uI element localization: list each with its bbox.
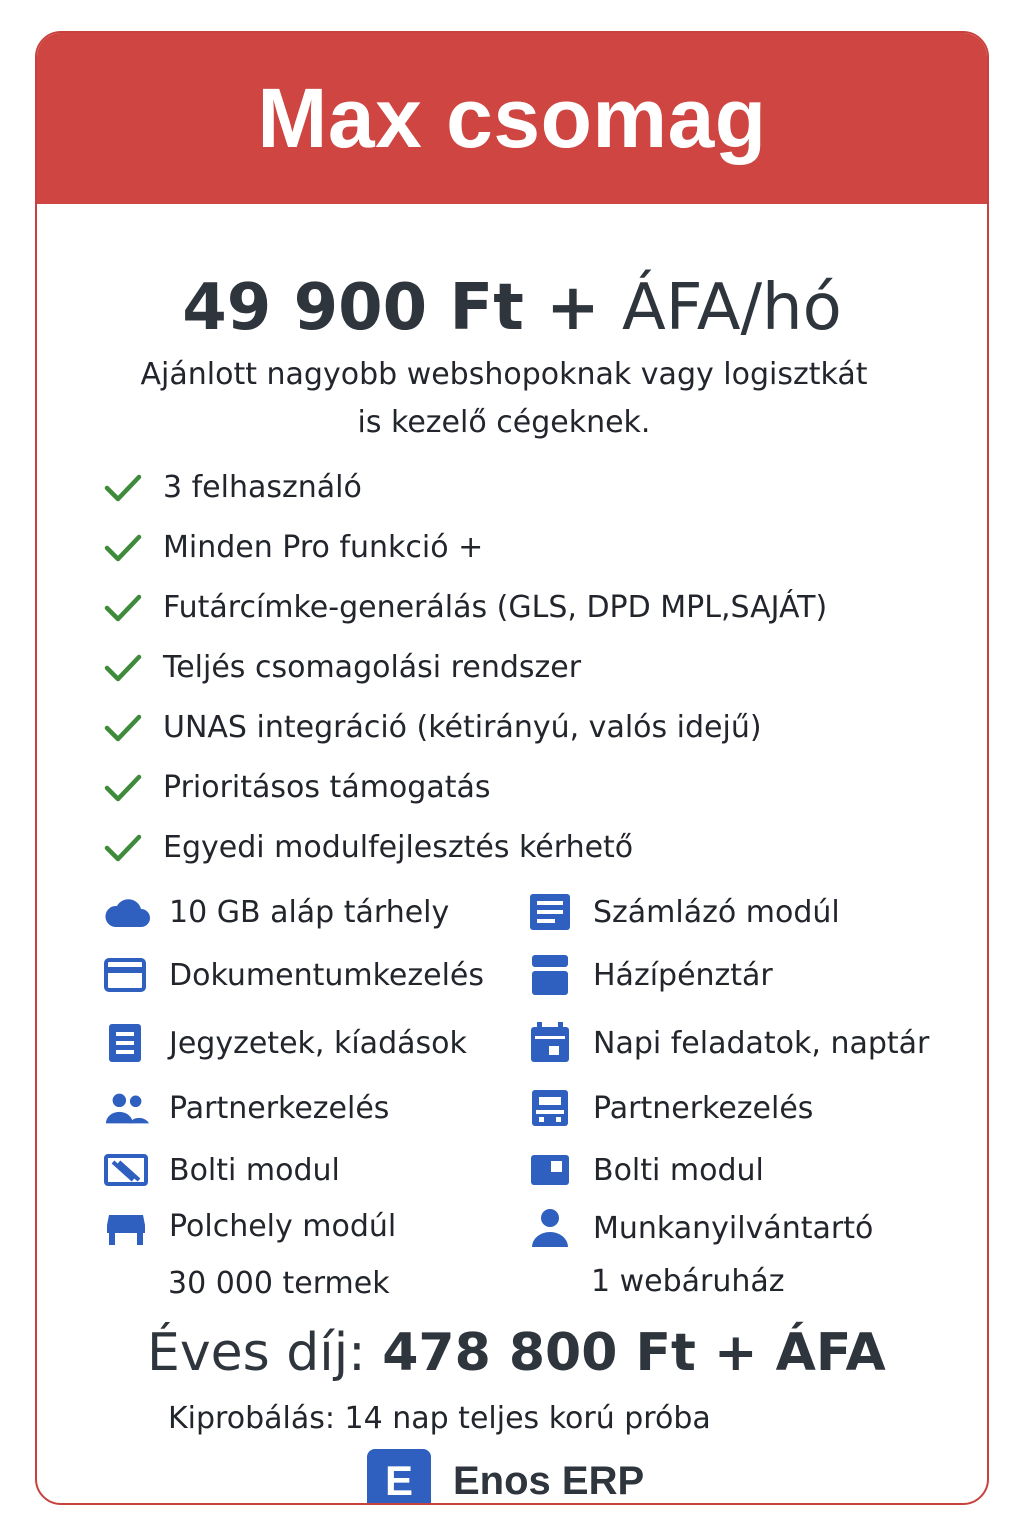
- module-label: Partnerkezelés: [593, 1090, 814, 1126]
- brand-logo: E: [367, 1449, 431, 1505]
- plan-title: Max csomag: [257, 71, 767, 165]
- module-label: Bolti modul: [169, 1152, 340, 1188]
- feature-text: 3 felhasználó: [163, 469, 362, 505]
- annual-fee: [147, 1323, 886, 1383]
- module-worklog: [527, 1208, 873, 1248]
- module-label: Polchely modúl: [169, 1208, 397, 1244]
- module-partners-2: [527, 1088, 813, 1128]
- cloud-icon: [103, 892, 151, 932]
- feature-text: Prioritásos támogatás: [163, 769, 491, 805]
- feature-item: [103, 647, 581, 687]
- feature-text: Minden Pro funkció +: [163, 529, 484, 565]
- feature-item: [103, 767, 490, 807]
- feature-text: Futárcímke-generálás (GLS, DPD MPL,SAJÁT): [163, 589, 828, 625]
- module-store: [527, 1150, 764, 1190]
- module-documents: [103, 955, 484, 995]
- module-label: Bolti modul: [593, 1152, 764, 1188]
- module-shop: [103, 1150, 340, 1190]
- module-partners: [103, 1088, 389, 1128]
- module-label: Házípénztár: [593, 957, 773, 993]
- feature-text: Egyedi modulfejlesztés kérhető: [163, 829, 634, 865]
- module-label: Dokumentumkezelés: [169, 957, 484, 993]
- notes-icon: [103, 1023, 151, 1063]
- module-label: 10 GB aláp tárhely: [169, 894, 450, 930]
- store-icon: [527, 1150, 575, 1190]
- brand: [367, 1449, 644, 1505]
- person-icon: [527, 1208, 575, 1248]
- price-unit: ÁFA/hó: [621, 271, 842, 345]
- invoice-icon: [527, 892, 575, 932]
- module-storage: [103, 892, 449, 932]
- check-icon: [103, 647, 143, 687]
- feature-item: [103, 707, 762, 747]
- webshop-count: 1 webáruház: [591, 1264, 785, 1299]
- trial-text: Kiprobálás: 14 nap teljes korú próba: [168, 1401, 711, 1436]
- cashbox-icon: [527, 955, 575, 995]
- shelf-icon: [103, 1206, 151, 1246]
- product-count: 30 000 termek: [168, 1266, 390, 1301]
- module-label: Munkanyilvántartó: [593, 1210, 874, 1246]
- price: [37, 271, 987, 345]
- shop-icon: [103, 1150, 151, 1190]
- module-label: Jegyzetek, kíadások: [169, 1025, 467, 1061]
- module-invoicing: [527, 892, 840, 932]
- check-icon: [103, 707, 143, 747]
- recommendation-line-1: Ajánlott nagyobb webshopoknak vagy logisztkát: [140, 357, 868, 392]
- module-calendar: [527, 1023, 929, 1063]
- feature-item: [103, 467, 362, 507]
- check-icon: [103, 767, 143, 807]
- check-icon: [103, 587, 143, 627]
- recommendation-line-2: is kezelő cégeknek.: [357, 405, 651, 440]
- card-header: [37, 33, 987, 204]
- check-icon: [103, 827, 143, 867]
- check-icon: [103, 467, 143, 507]
- module-shelf: [103, 1206, 396, 1246]
- module-label: Számlázó modúl: [593, 894, 840, 930]
- module-label: Partnerkezelés: [169, 1090, 390, 1126]
- annual-fee-label: Éves díj:: [147, 1323, 383, 1383]
- feature-text: UNAS integráció (kétirányú, valós idejű): [163, 709, 762, 745]
- recommendation: [92, 351, 916, 447]
- feature-text: Teljés csomagolási rendszer: [163, 649, 582, 685]
- feature-item: [103, 527, 483, 567]
- partner-icon: [527, 1088, 575, 1128]
- people-icon: [103, 1088, 151, 1128]
- feature-item: [103, 587, 827, 627]
- feature-item: [103, 827, 633, 867]
- price-amount: 49 900 Ft +: [182, 271, 622, 345]
- pricing-card: [35, 31, 989, 1505]
- module-notes: [103, 1023, 467, 1063]
- brand-name: Enos ERP: [453, 1458, 645, 1503]
- check-icon: [103, 527, 143, 567]
- module-label: Napi feladatok, naptár: [593, 1025, 930, 1061]
- calendar-icon: [527, 1023, 575, 1063]
- annual-fee-value: 478 800 Ft + ÁFA: [382, 1323, 886, 1383]
- module-cashbox: [527, 955, 773, 995]
- card-icon: [103, 955, 151, 995]
